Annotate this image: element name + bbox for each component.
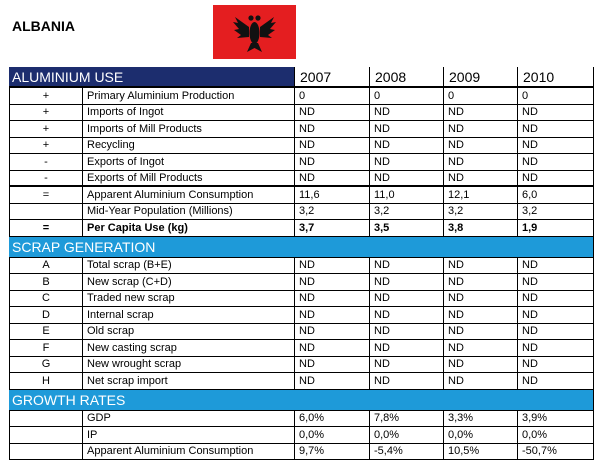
row-label: Primary Aluminium Production <box>82 88 294 104</box>
cell-value: 3,5 <box>369 220 443 236</box>
cell-value: ND <box>517 105 594 121</box>
cell-value: ND <box>369 357 443 373</box>
cell-value: ND <box>517 340 594 356</box>
row-sign: = <box>9 187 82 203</box>
cell-value: 6,0 <box>517 187 594 203</box>
row-sign: - <box>9 171 82 186</box>
cell-value: ND <box>369 274 443 290</box>
table-row <box>9 187 594 204</box>
row-label: Recycling <box>82 138 294 154</box>
table-row <box>9 258 594 275</box>
cell-value: ND <box>443 105 517 121</box>
table-row <box>9 291 594 308</box>
cell-value: ND <box>294 258 369 274</box>
table-row <box>9 411 594 428</box>
cell-value: ND <box>294 373 369 389</box>
row-label: New casting scrap <box>82 340 294 356</box>
cell-value: 3,3% <box>443 411 517 427</box>
row-sign: + <box>9 121 82 137</box>
cell-value: 1,9 <box>517 220 594 236</box>
cell-value: ND <box>294 154 369 170</box>
cell-value: 0,0% <box>517 427 594 443</box>
year-header: 2008 <box>369 67 443 86</box>
cell-value: ND <box>443 121 517 137</box>
row-sign <box>9 444 82 460</box>
row-label: Total scrap (B+E) <box>82 258 294 274</box>
cell-value: 0 <box>369 88 443 104</box>
row-label: Apparent Aluminium Consumption <box>82 187 294 203</box>
cell-value: ND <box>517 258 594 274</box>
row-sign: C <box>9 291 82 307</box>
albania-flag-icon <box>213 5 296 59</box>
cell-value: ND <box>369 340 443 356</box>
row-sign: B <box>9 274 82 290</box>
section-header-scrap-generation <box>9 237 594 258</box>
row-label: Old scrap <box>82 324 294 340</box>
row-label: Net scrap import <box>82 373 294 389</box>
cell-value: ND <box>369 105 443 121</box>
cell-value: 11,6 <box>294 187 369 203</box>
cell-value: ND <box>443 274 517 290</box>
row-sign: A <box>9 258 82 274</box>
cell-value: ND <box>369 307 443 323</box>
section-header-growth-rates <box>9 390 594 411</box>
row-sign: G <box>9 357 82 373</box>
cell-value: ND <box>443 154 517 170</box>
section-title: GROWTH RATES <box>9 390 294 410</box>
cell-value: ND <box>517 138 594 154</box>
cell-value: ND <box>369 291 443 307</box>
cell-value: ND <box>294 171 369 186</box>
row-sign: E <box>9 324 82 340</box>
cell-value: ND <box>294 324 369 340</box>
row-label: Traded new scrap <box>82 291 294 307</box>
row-label: Mid-Year Population (Millions) <box>82 204 294 220</box>
cell-value: ND <box>294 105 369 121</box>
cell-value: ND <box>443 357 517 373</box>
cell-value: 3,2 <box>517 204 594 220</box>
cell-value: ND <box>517 171 594 186</box>
row-sign: F <box>9 340 82 356</box>
cell-value: ND <box>517 274 594 290</box>
cell-value: 10,5% <box>443 444 517 460</box>
table-row <box>9 121 594 138</box>
row-sign <box>9 411 82 427</box>
cell-value: ND <box>517 121 594 137</box>
cell-value: ND <box>369 258 443 274</box>
cell-value: -50,7% <box>517 444 594 460</box>
cell-value: ND <box>294 357 369 373</box>
cell-value: 0 <box>517 88 594 104</box>
section-header-aluminium-use <box>9 67 594 88</box>
cell-value: ND <box>369 121 443 137</box>
row-label: Apparent Aluminium Consumption <box>82 444 294 460</box>
row-label: Internal scrap <box>82 307 294 323</box>
table-row <box>9 274 594 291</box>
cell-value: ND <box>443 138 517 154</box>
table-row <box>9 444 594 461</box>
cell-value: 7,8% <box>369 411 443 427</box>
cell-value: 0,0% <box>443 427 517 443</box>
section-title: SCRAP GENERATION <box>9 237 294 257</box>
row-sign: - <box>9 154 82 170</box>
section-title: ALUMINIUM USE <box>9 67 294 86</box>
row-label: New wrought scrap <box>82 357 294 373</box>
row-sign: H <box>9 373 82 389</box>
cell-value: ND <box>294 291 369 307</box>
cell-value: 9,7% <box>294 444 369 460</box>
cell-value: 3,7 <box>294 220 369 236</box>
row-label: Exports of Ingot <box>82 154 294 170</box>
table-row <box>9 204 594 221</box>
cell-value: 0 <box>294 88 369 104</box>
row-label: Imports of Mill Products <box>82 121 294 137</box>
cell-value: 3,2 <box>443 204 517 220</box>
cell-value: ND <box>369 171 443 186</box>
row-sign: = <box>9 220 82 236</box>
table-row <box>9 138 594 155</box>
cell-value: ND <box>443 307 517 323</box>
cell-value: 3,8 <box>443 220 517 236</box>
table-row <box>9 88 594 105</box>
cell-value: 6,0% <box>294 411 369 427</box>
cell-value: ND <box>369 154 443 170</box>
aluminium-table <box>9 67 594 460</box>
table-row <box>9 340 594 357</box>
row-sign: D <box>9 307 82 323</box>
cell-value: ND <box>443 258 517 274</box>
cell-value: -5,4% <box>369 444 443 460</box>
cell-value: ND <box>294 138 369 154</box>
row-sign <box>9 204 82 220</box>
year-header: 2009 <box>443 67 517 86</box>
table-row <box>9 154 594 171</box>
table-row <box>9 171 594 188</box>
cell-value: ND <box>369 138 443 154</box>
row-sign: + <box>9 138 82 154</box>
row-sign: + <box>9 88 82 104</box>
year-header: 2010 <box>517 67 594 86</box>
cell-value: 0,0% <box>294 427 369 443</box>
table-row <box>9 427 594 444</box>
cell-value: 0 <box>443 88 517 104</box>
table-row <box>9 373 594 390</box>
row-sign <box>9 427 82 443</box>
row-label: Imports of Ingot <box>82 105 294 121</box>
row-label: Per Capita Use (kg) <box>82 220 294 236</box>
year-header: 2007 <box>294 67 369 86</box>
table-row <box>9 220 594 237</box>
cell-value: ND <box>294 307 369 323</box>
cell-value: 11,0 <box>369 187 443 203</box>
cell-value: ND <box>443 291 517 307</box>
table-row <box>9 357 594 374</box>
cell-value: ND <box>294 121 369 137</box>
cell-value: ND <box>517 154 594 170</box>
cell-value: ND <box>369 324 443 340</box>
cell-value: ND <box>443 340 517 356</box>
cell-value: ND <box>443 373 517 389</box>
cell-value: 12,1 <box>443 187 517 203</box>
cell-value: ND <box>517 324 594 340</box>
cell-value: ND <box>517 357 594 373</box>
cell-value: ND <box>517 291 594 307</box>
table-row <box>9 105 594 122</box>
cell-value: ND <box>294 340 369 356</box>
cell-value: ND <box>517 307 594 323</box>
cell-value: ND <box>443 171 517 186</box>
cell-value: ND <box>294 274 369 290</box>
row-label: IP <box>82 427 294 443</box>
country-title: ALBANIA <box>12 18 75 34</box>
cell-value: 3,9% <box>517 411 594 427</box>
cell-value: 3,2 <box>294 204 369 220</box>
cell-value: ND <box>517 373 594 389</box>
cell-value: ND <box>369 373 443 389</box>
cell-value: 3,2 <box>369 204 443 220</box>
row-label: New scrap (C+D) <box>82 274 294 290</box>
row-label: GDP <box>82 411 294 427</box>
cell-value: ND <box>443 324 517 340</box>
row-label: Exports of Mill Products <box>82 171 294 186</box>
table-row <box>9 307 594 324</box>
table-row <box>9 324 594 341</box>
row-sign: + <box>9 105 82 121</box>
cell-value: 0,0% <box>369 427 443 443</box>
